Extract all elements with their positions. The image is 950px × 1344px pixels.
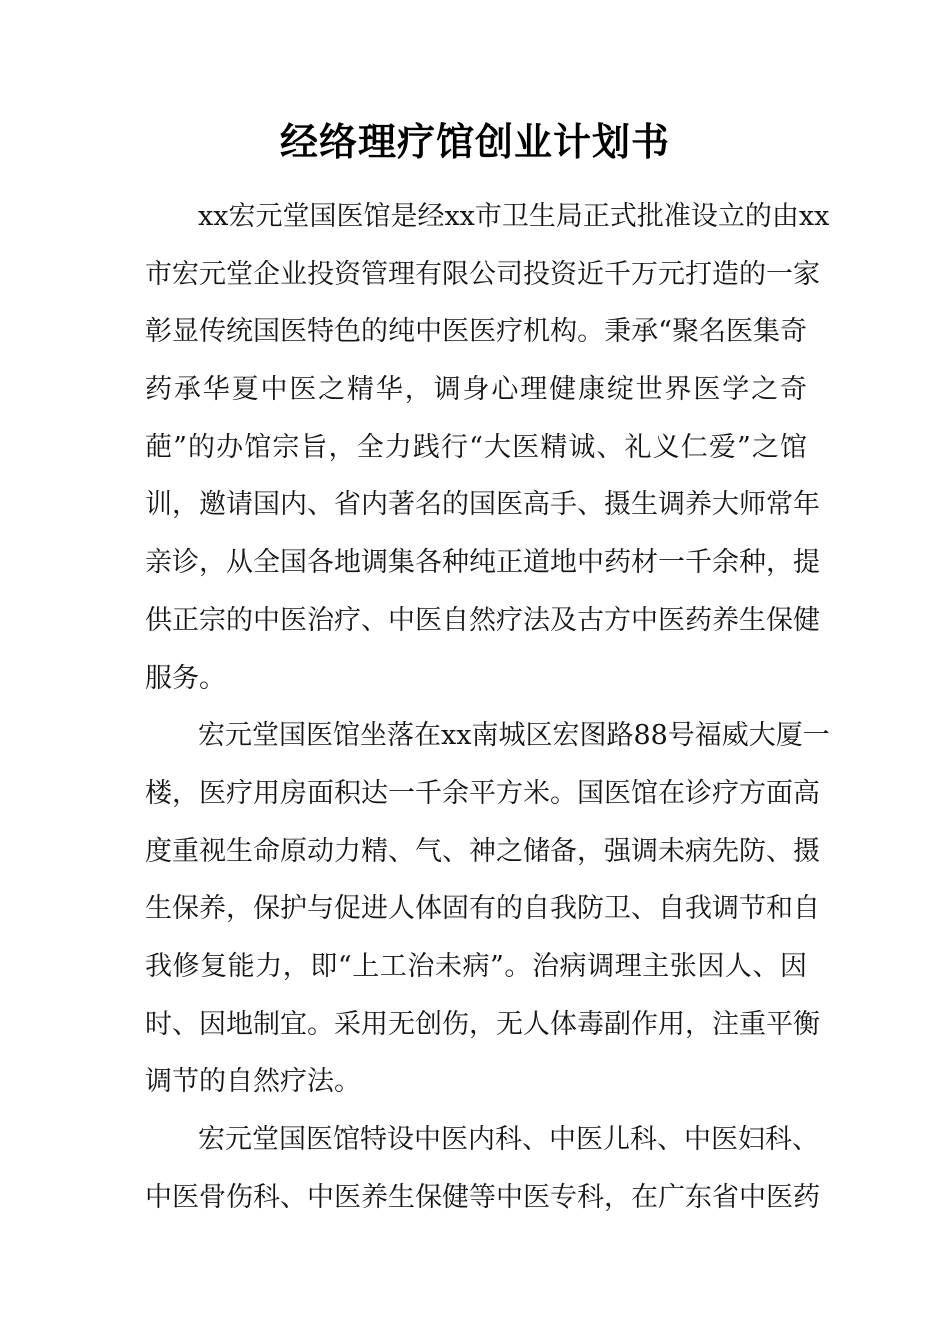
paragraph-2 bbox=[145, 707, 830, 1111]
text-line: 葩”的办馆宗旨，全力践行“大医精诚、礼义仁爱”之馆 bbox=[145, 431, 807, 463]
paragraph-3 bbox=[145, 1111, 820, 1226]
text-line: 我修复能力，即“上工治未病”。治病调理主张因人、因 bbox=[145, 950, 807, 982]
paragraph-1 bbox=[145, 188, 830, 707]
text-line: 训，邀请国内、省内著名的国医高手、摄生调养大师常年 bbox=[145, 489, 820, 521]
text-line: 生保养，保护与促进人体固有的自我防卫、自我调节和自 bbox=[145, 893, 820, 925]
text-line: 亲诊，从全国各地调集各种纯正道地中药材一千余种，提 bbox=[145, 547, 820, 579]
document-body bbox=[145, 188, 830, 1226]
text-line: 宏元堂国医馆特设中医内科、中医儿科、中医妇科、 bbox=[198, 1124, 819, 1155]
text-line: 时、因地制宜。采用无创伤，无人体毒副作用，注重平衡 bbox=[145, 1008, 820, 1040]
document-title: 经络理疗馆创业计划书 bbox=[279, 120, 670, 164]
text-line: 药承华夏中医之精华，调身心理健康绽世界医学之奇 bbox=[145, 374, 807, 406]
text-line: 度重视生命原动力精、气、神之储备，强调未病先防、摄 bbox=[145, 835, 820, 867]
text-line: 市宏元堂企业投资管理有限公司投资近千万元打造的一家 bbox=[145, 258, 820, 290]
text-line: 服务。 bbox=[145, 662, 226, 694]
text-line: 宏元堂国医馆坐落在xx南城区宏图路88号福威大厦一 bbox=[198, 720, 830, 752]
text-line: 供正宗的中医治疗、中医自然疗法及古方中医药养生保健 bbox=[145, 604, 820, 636]
text-line: 调节的自然疗法。 bbox=[145, 1066, 361, 1098]
text-line: 彰显传统国医特色的纯中医医疗机构。秉承“聚名医集奇 bbox=[145, 316, 807, 348]
text-line: 楼，医疗用房面积达一千余平方米。国医馆在诊疗方面高 bbox=[145, 777, 820, 809]
text-line: 中医骨伤科、中医养生保健等中医专科，在广东省中医药 bbox=[145, 1181, 820, 1213]
text-line: xx宏元堂国医馆是经xx市卫生局正式批准设立的由xx bbox=[198, 201, 830, 232]
